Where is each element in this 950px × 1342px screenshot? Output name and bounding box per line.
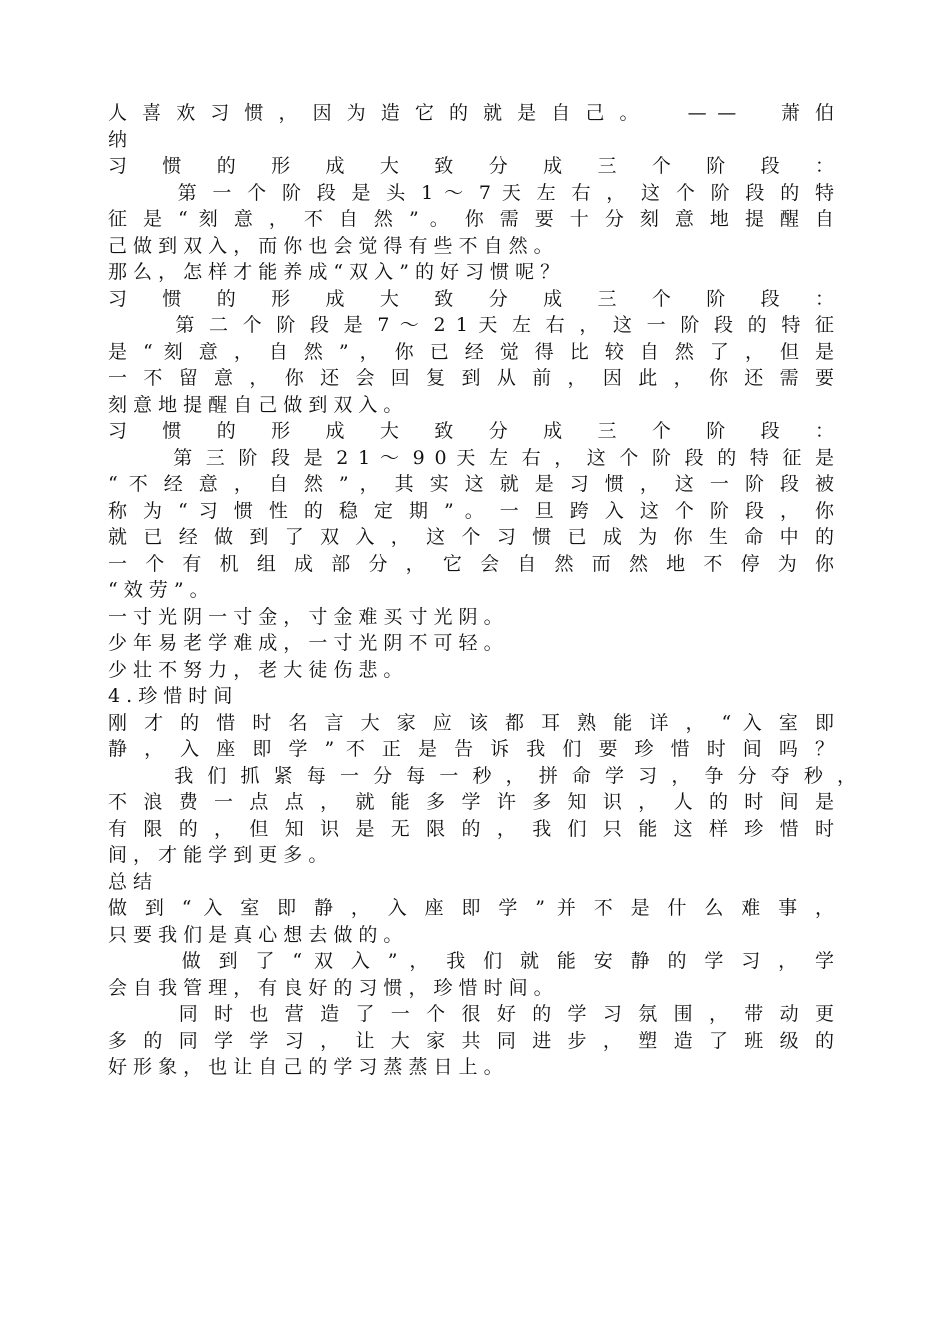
text-line: 称 为 “ 习 惯 性 的 稳 定 期 ” 。 一 旦 跨 入 这 个 阶 段 ， 你 [108,499,834,522]
text-line: 多 的 同 学 学 习 ， 让 大 家 共 同 进 步 ， 塑 造 了 班 级 的 [108,1029,834,1052]
text-line: 少 年 易 老 学 难 成 ， 一 寸 光 阴 不 可 轻 。 [108,632,503,654]
text-line: 己 做 到 双 入 ， 而 你 也 会 觉 得 有 些 不 自 然 。 [108,234,553,257]
text-line: 习 惯 的 形 成 大 致 分 成 三 个 阶 段 ： [108,287,834,310]
section-heading: 总 结 [108,870,153,893]
text-line: 好 形 象 ， 也 让 自 己 的 学 习 蒸 蒸 日 上 。 [108,1056,503,1078]
text-line: 间 ， 才 能 学 到 更 多 。 [108,844,328,866]
text-line: 习 惯 的 形 成 大 致 分 成 三 个 阶 段 ： [108,155,834,177]
text-line: 刻 意 地 提 醒 自 己 做 到 双 入 。 [108,393,403,416]
text-line: 有 限 的 ， 但 知 识 是 无 限 的 ， 我 们 只 能 这 样 珍 惜 时 [108,817,834,840]
text-line: 就 已 经 做 到 了 双 入 ， 这 个 习 惯 已 成 为 你 生 命 中 的 [108,526,834,548]
section-heading: 4 . 珍 惜 时 间 [108,685,233,707]
text-line: 习 惯 的 形 成 大 致 分 成 三 个 阶 段 ： [108,420,834,442]
text-line: 刚 才 的 惜 时 名 言 大 家 应 该 都 耳 熟 能 详 ， “ 入 室 即 [108,711,834,734]
text-line: 是 “ 刻 意 ， 自 然 ” ， 你 已 经 觉 得 比 较 自 然 了 ， 但 是 [108,340,834,363]
text-line: 静 ， 入 座 即 学 ” 不 正 是 告 诉 我 们 要 珍 惜 时 间 吗 ？ [108,738,834,760]
text-line: 会 自 我 管 理 ， 有 良 好 的 习 惯 ， 珍 惜 时 间 。 [108,976,553,999]
text-line: 征 是 “ 刻 意 ， 不 自 然 ” 。 你 需 要 十 分 刻 意 地 提 醒 自 [108,208,834,230]
text-line: 只 要 我 们 是 真 心 想 去 做 的 。 [108,923,403,946]
text-line: 第 二 个 阶 段 是 7 ～ 2 1 天 左 右 ， 这 一 阶 段 的 特 征 [108,314,834,336]
text-line: 同 时 也 营 造 了 一 个 很 好 的 学 习 氛 围 ， 带 动 更 [108,1003,834,1025]
text-line: 纳 [108,128,128,151]
text-line: “ 不 经 意 ， 自 然 ” ， 其 实 这 就 是 习 惯 ， 这 一 阶 段 被 [108,473,834,495]
document-body [108,100,856,1081]
text-line: 少 壮 不 努 力 ， 老 大 徒 伤 悲 。 [108,658,403,681]
text-line: 我 们 抓 紧 每 一 分 每 一 秒 ， 拼 命 学 习 ， 争 分 夺 秒 ， [108,764,856,787]
text-line: 那 么 ， 怎 样 才 能 养 成 “ 双 入 ” 的 好 习 惯 呢 ？ [108,261,560,283]
text-line: 做 到 了 “ 双 入 ” ， 我 们 就 能 安 静 的 学 习 ， 学 [108,950,834,972]
text-line: 人 喜 欢 习 惯 ， 因 为 造 它 的 就 是 自 己 。 — — 萧 伯 [108,102,834,124]
text-line: 第 一 个 阶 段 是 头 1 ～ 7 天 左 右 ， 这 个 阶 段 的 特 [108,181,834,204]
text-line: 一 寸 光 阴 一 寸 金 ， 寸 金 难 买 寸 光 阴 。 [108,605,503,628]
text-line: 不 浪 费 一 点 点 ， 就 能 多 学 许 多 知 识 ， 人 的 时 间 是 [108,791,834,813]
text-line: 一 个 有 机 组 成 部 分 ， 它 会 自 然 而 然 地 不 停 为 你 [108,552,834,575]
text-line: 第 三 阶 段 是 2 1 ～ 9 0 天 左 右 ， 这 个 阶 段 的 特 征 是 [108,446,834,469]
text-line: 一 不 留 意 ， 你 还 会 回 复 到 从 前 ， 因 此 ， 你 还 需 要 [108,367,834,389]
text-line: “ 效 劳 ” 。 [108,579,209,601]
text-line: 做 到 “ 入 室 即 静 ， 入 座 即 学 ” 并 不 是 什 么 难 事 ， [108,897,834,919]
